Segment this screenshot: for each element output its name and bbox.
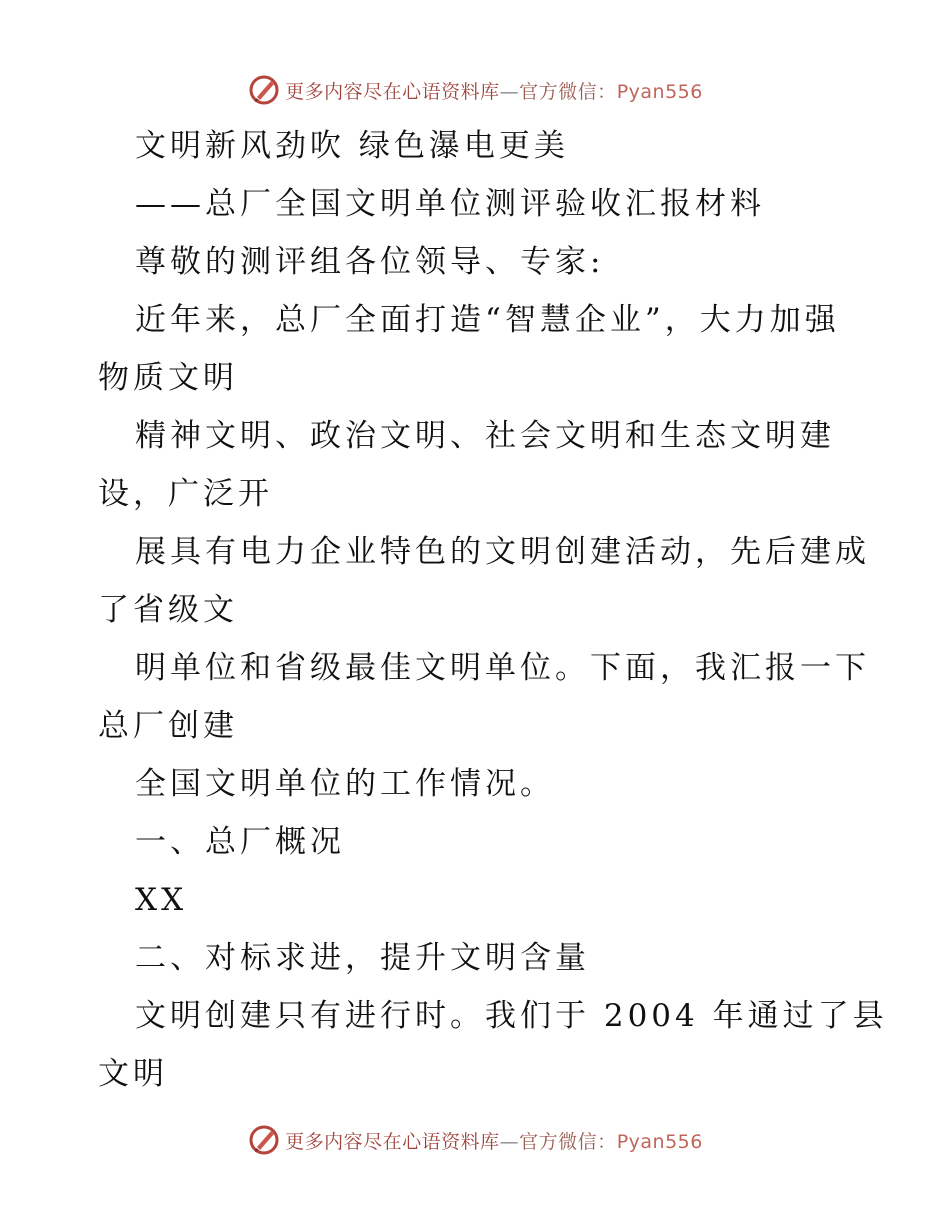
document-line: 了省级文 — [98, 592, 238, 628]
banner-wechat-id: Pyan556 — [616, 80, 703, 103]
banner-text — [285, 1127, 703, 1154]
document-line: 物质文明 — [98, 360, 238, 396]
document-line: 总厂创建 — [98, 708, 238, 744]
header-banner — [0, 70, 950, 110]
banner-brand: 更多内容尽在心语资料库 — [285, 1130, 500, 1153]
document-line: 文明新风劲吹 绿色瀑电更美 — [135, 128, 569, 164]
document-line: 全国文明单位的工作情况。 — [135, 766, 555, 802]
brand-logo-icon — [247, 1123, 281, 1157]
banner-brand: 更多内容尽在心语资料库 — [285, 80, 500, 103]
banner-wechat-label: 官方微信： — [519, 80, 617, 103]
document-line: 近年来，总厂全面打造“智慧企业”，大力加强 — [135, 302, 840, 338]
document-line: 尊敬的测评组各位领导、专家: — [135, 244, 605, 280]
document-line: 一、总厂概况 — [135, 824, 345, 860]
banner-text — [285, 77, 703, 104]
banner-wechat-id: Pyan556 — [616, 1130, 703, 1153]
document-line: ——总厂全国文明单位测评验收汇报材料 — [135, 186, 765, 222]
document-line: 二、对标求进，提升文明含量 — [135, 940, 590, 976]
document-line: 展具有电力企业特色的文明创建活动，先后建成 — [135, 534, 870, 570]
document-line: XX — [135, 882, 188, 918]
banner-wechat-label: 官方微信： — [519, 1130, 617, 1153]
document-line: 设，广泛开 — [98, 476, 273, 512]
document-line: 精神文明、政治文明、社会文明和生态文明建 — [135, 418, 835, 454]
banner-dash: — — [499, 80, 520, 103]
document-line: 文明创建只有进行时。我们于 2004 年通过了县 — [135, 998, 888, 1034]
brand-logo-icon — [247, 73, 281, 107]
document-line: 明单位和省级最佳文明单位。下面，我汇报一下 — [135, 650, 870, 686]
document-line: 文明 — [98, 1056, 168, 1092]
footer-banner — [0, 1120, 950, 1160]
document-body — [98, 117, 888, 1103]
banner-dash: — — [499, 1130, 520, 1153]
